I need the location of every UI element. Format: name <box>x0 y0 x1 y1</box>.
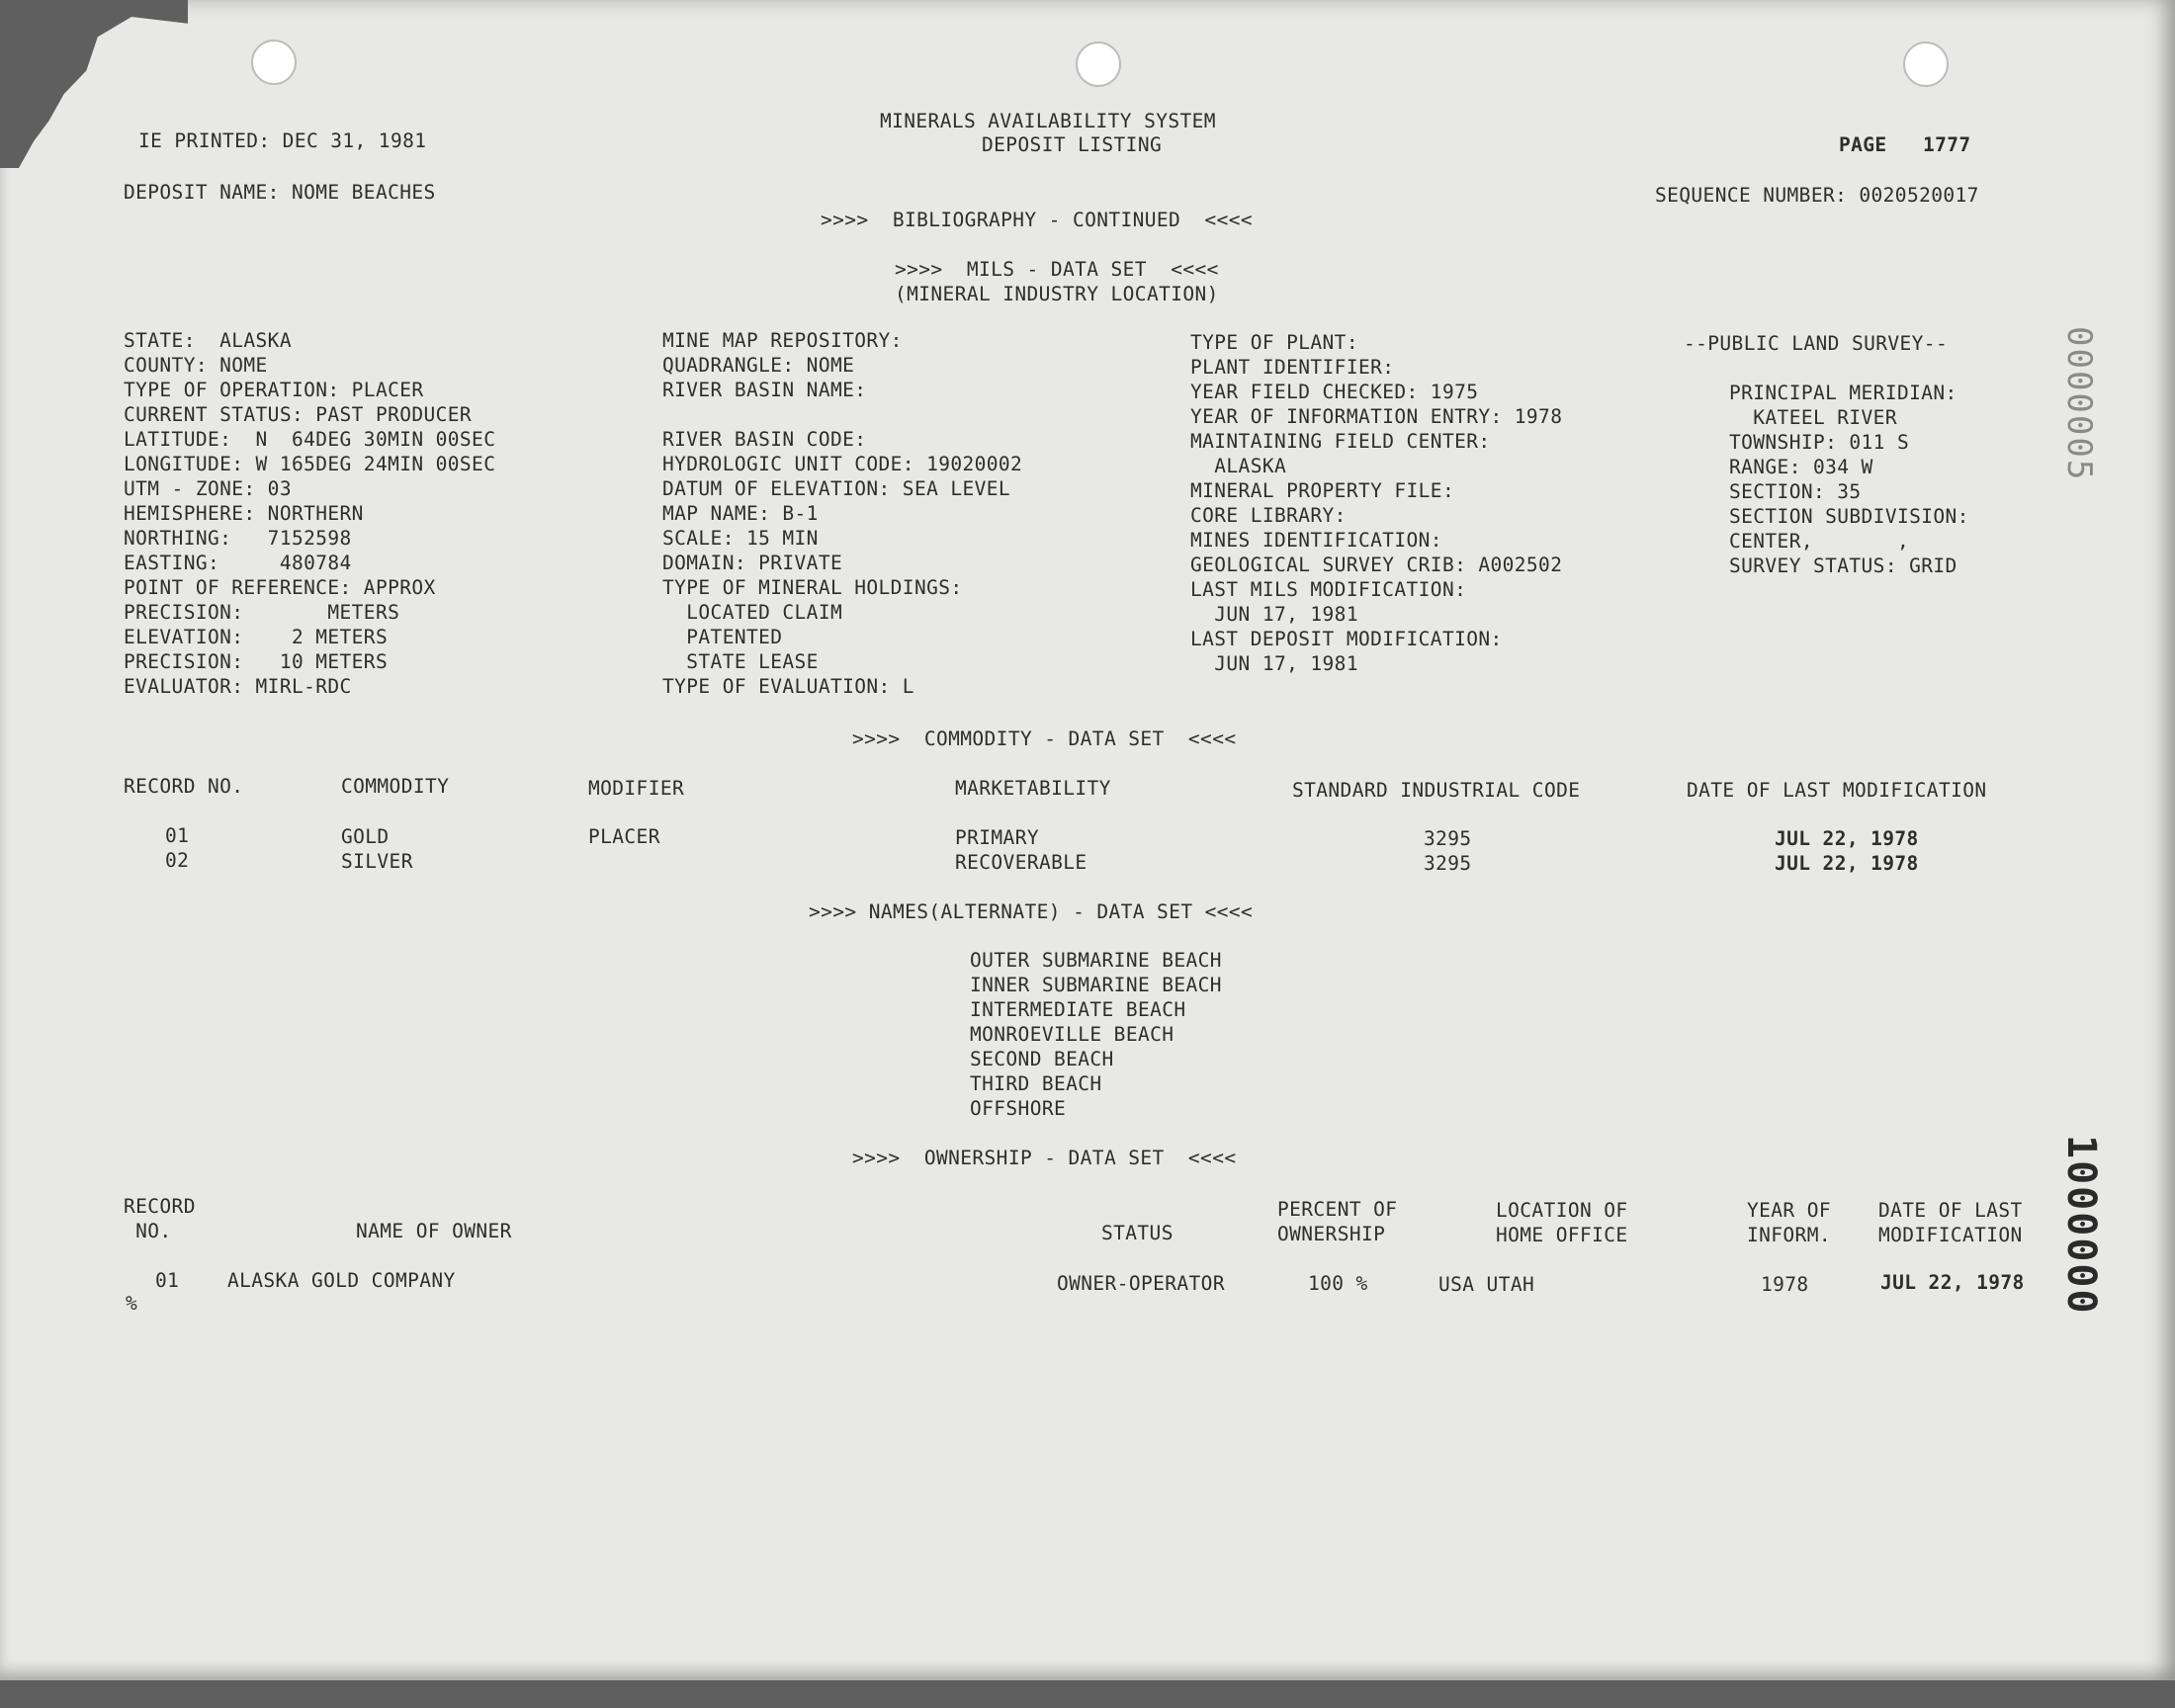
mils-field: DATUM OF ELEVATION: SEA LEVEL <box>662 477 1011 500</box>
own-header-owner: NAME OF OWNER <box>356 1220 512 1242</box>
cell-marketability: PRIMARY <box>955 826 1039 849</box>
list-item: INTERMEDIATE BEACH <box>970 998 1186 1021</box>
section-ownership: >>>> OWNERSHIP - DATA SET <<<< <box>852 1147 1237 1169</box>
mils-field: JUN 17, 1981 <box>1190 652 1358 675</box>
mils-field: DOMAIN: PRIVATE <box>662 552 843 574</box>
own-header-location: HOME OFFICE <box>1496 1224 1628 1246</box>
mils-field: ELEVATION: 2 METERS <box>124 626 389 648</box>
cell-sic: 3295 <box>1424 852 1472 875</box>
mils-field <box>662 402 1022 427</box>
mils-column-survey <box>1729 356 1969 578</box>
mils-field: QUADRANGLE: NOME <box>662 354 855 377</box>
mils-field: YEAR FIELD CHECKED: 1975 <box>1190 381 1479 403</box>
mils-field: TYPE OF PLANT: <box>1190 331 1358 354</box>
mils-field: YEAR OF INFORMATION ENTRY: 1978 <box>1190 405 1563 428</box>
mils-field: UTM - ZONE: 03 <box>124 477 292 500</box>
mils-field: KATEEL RIVER <box>1729 406 1897 429</box>
mils-field: ALASKA <box>1190 455 1287 477</box>
punch-hole <box>1903 42 1949 87</box>
own-cell-location: USA UTAH <box>1438 1273 1535 1296</box>
cell-commodity: SILVER <box>341 850 413 873</box>
mils-field: LOCATED CLAIM <box>662 601 843 624</box>
public-land-survey-title: --PUBLIC LAND SURVEY-- <box>1684 332 1949 355</box>
deposit-name: DEPOSIT NAME: NOME BEACHES <box>124 181 436 204</box>
mils-field: TYPE OF MINERAL HOLDINGS: <box>662 576 963 599</box>
cell-date: JUL 22, 1978 <box>1775 852 1919 875</box>
alternate-names-list <box>970 948 1222 1121</box>
list-item: THIRD BEACH <box>970 1072 1102 1095</box>
system-title: MINERALS AVAILABILITY SYSTEM <box>880 110 1216 132</box>
section-mils: >>>> MILS - DATA SET <<<< <box>895 258 1219 281</box>
mils-column-location <box>124 328 495 699</box>
mils-field: LATITUDE: N 64DEG 30MIN 00SEC <box>124 428 496 451</box>
col-header-modifier: MODIFIER <box>588 777 685 800</box>
mils-field: RIVER BASIN CODE: <box>662 428 867 451</box>
own-header-year: YEAR OF <box>1747 1199 1831 1222</box>
mils-field: PRECISION: 10 METERS <box>124 650 389 673</box>
list-item: SECOND BEACH <box>970 1048 1114 1070</box>
mils-field: RIVER BASIN NAME: <box>662 379 867 401</box>
own-header-year: INFORM. <box>1747 1224 1831 1246</box>
mils-field: TYPE OF EVALUATION: L <box>662 675 914 698</box>
own-header-status: STATUS <box>1101 1222 1174 1244</box>
mils-field: TOWNSHIP: 011 S <box>1729 431 1910 454</box>
mils-field: MAINTAINING FIELD CENTER: <box>1190 430 1491 453</box>
punch-hole <box>251 40 297 85</box>
mils-column-map <box>662 328 1022 699</box>
mils-field: MINERAL PROPERTY FILE: <box>1190 479 1455 502</box>
mils-field: CENTER, , <box>1729 530 1910 553</box>
list-item: MONROEVILLE BEACH <box>970 1023 1174 1046</box>
section-bibliography: >>>> BIBLIOGRAPHY - CONTINUED <<<< <box>821 209 1254 231</box>
date-printed: IE PRINTED: DEC 31, 1981 <box>138 129 427 152</box>
mils-field: HEMISPHERE: NORTHERN <box>124 502 364 525</box>
mils-field: GEOLOGICAL SURVEY CRIB: A002502 <box>1190 554 1563 576</box>
col-header-sic: STANDARD INDUSTRIAL CODE <box>1292 779 1581 802</box>
mils-field: CURRENT STATUS: PAST PRODUCER <box>124 403 473 426</box>
mils-field: SURVEY STATUS: GRID <box>1729 555 1958 577</box>
listing-title: DEPOSIT LISTING <box>982 133 1163 156</box>
mils-field: EVALUATOR: MIRL-RDC <box>124 675 352 698</box>
own-cell-owner: ALASKA GOLD COMPANY <box>227 1269 456 1292</box>
mils-field: LONGITUDE: W 165DEG 24MIN 00SEC <box>124 453 496 475</box>
side-stamp-upper: 0000005 <box>2059 326 2099 482</box>
cell-sic: 3295 <box>1424 827 1472 850</box>
own-header-percent: OWNERSHIP <box>1277 1223 1386 1245</box>
own-header-record: NO. <box>124 1220 172 1242</box>
mils-field: TYPE OF OPERATION: PLACER <box>124 379 424 401</box>
mils-field <box>1729 356 1969 381</box>
col-header-date: DATE OF LAST MODIFICATION <box>1687 779 1987 802</box>
own-header-location: LOCATION OF <box>1496 1199 1628 1222</box>
mils-field: NORTHING: 7152598 <box>124 527 352 550</box>
footer-mark: % <box>126 1292 138 1315</box>
mils-field: SECTION SUBDIVISION: <box>1729 505 1969 528</box>
mils-field: PLANT IDENTIFIER: <box>1190 356 1395 379</box>
own-header-date: DATE OF LAST <box>1878 1199 2023 1222</box>
mils-field: RANGE: 034 W <box>1729 456 1873 478</box>
mils-field: POINT OF REFERENCE: APPROX <box>124 576 436 599</box>
cell-modifier: PLACER <box>588 825 660 848</box>
mils-field: STATE LEASE <box>662 650 819 673</box>
list-item: OUTER SUBMARINE BEACH <box>970 949 1222 972</box>
mils-field: MINE MAP REPOSITORY: <box>662 329 903 352</box>
mils-field: COUNTY: NOME <box>124 354 268 377</box>
col-header-record: RECORD NO. <box>124 775 244 798</box>
section-mils-subtitle: (MINERAL INDUSTRY LOCATION) <box>895 283 1219 305</box>
side-stamp-lower: 1000000 <box>2058 1135 2104 1316</box>
cell-marketability: RECOVERABLE <box>955 851 1088 874</box>
mils-field: JUN 17, 1981 <box>1190 603 1358 626</box>
mils-field: MAP NAME: B-1 <box>662 502 819 525</box>
own-header-record: RECORD <box>124 1195 196 1218</box>
own-cell-date: JUL 22, 1978 <box>1880 1271 2025 1294</box>
mils-field: CORE LIBRARY: <box>1190 504 1347 527</box>
mils-field: LAST MILS MODIFICATION: <box>1190 578 1467 601</box>
own-cell-year: 1978 <box>1761 1273 1809 1296</box>
mils-field: SCALE: 15 MIN <box>662 527 819 550</box>
list-item: INNER SUBMARINE BEACH <box>970 974 1222 996</box>
col-header-marketability: MARKETABILITY <box>955 777 1111 800</box>
cell-record: 01 <box>165 824 190 847</box>
own-header-percent: PERCENT OF <box>1277 1198 1398 1221</box>
page-number: PAGE 1777 <box>1839 133 1971 156</box>
section-commodity: >>>> COMMODITY - DATA SET <<<< <box>852 727 1237 750</box>
mils-column-plant <box>1190 330 1562 676</box>
mils-field: HYDROLOGIC UNIT CODE: 19020002 <box>662 453 1023 475</box>
mils-field: STATE: ALASKA <box>124 329 292 352</box>
own-header-date: MODIFICATION <box>1878 1224 2023 1246</box>
mils-field: MINES IDENTIFICATION: <box>1190 529 1442 552</box>
list-item: OFFSHORE <box>970 1097 1067 1120</box>
cell-record: 02 <box>165 849 190 872</box>
mils-field: LAST DEPOSIT MODIFICATION: <box>1190 628 1503 650</box>
sequence-number: SEQUENCE NUMBER: 0020520017 <box>1655 184 1979 207</box>
own-cell-percent: 100 % <box>1308 1272 1368 1295</box>
cell-commodity: GOLD <box>341 825 390 848</box>
mils-field: PATENTED <box>662 626 783 648</box>
col-header-commodity: COMMODITY <box>341 775 450 798</box>
cell-date: JUL 22, 1978 <box>1775 827 1919 850</box>
own-cell-status: OWNER-OPERATOR <box>1057 1272 1225 1295</box>
mils-field: PRINCIPAL MERIDIAN: <box>1729 382 1958 404</box>
mils-field: EASTING: 480784 <box>124 552 352 574</box>
punch-hole <box>1076 42 1121 87</box>
mils-field: PRECISION: METERS <box>124 601 400 624</box>
section-names: >>>> NAMES(ALTERNATE) - DATA SET <<<< <box>809 900 1254 923</box>
mils-field: SECTION: 35 <box>1729 480 1862 503</box>
own-cell-record: 01 <box>155 1269 180 1292</box>
